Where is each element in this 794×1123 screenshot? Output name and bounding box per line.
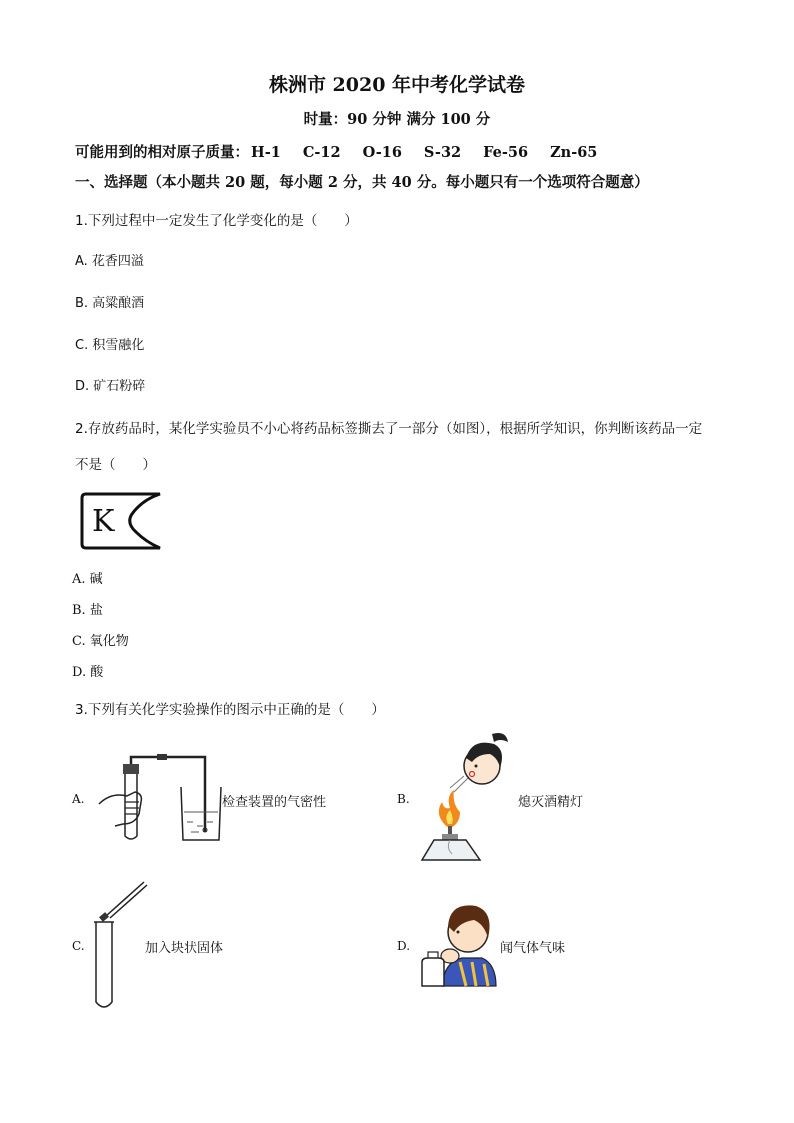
q1-option-c: C. 积雪融化 — [75, 338, 145, 353]
atomic-mass-line — [75, 141, 619, 162]
q3-option-a-caption: 检查装置的气密性 — [222, 795, 327, 810]
q1-option-a: A. 花香四溢 — [75, 254, 144, 269]
atomic-mass-o: O-16 — [362, 144, 402, 161]
atomic-mass-label: 可能用到的相对原子质量： — [75, 144, 249, 161]
q1-option-b: B. 高粱酿酒 — [75, 296, 145, 311]
time-info: 时量：90 分钟 满分 100 分 — [303, 111, 491, 128]
atomic-mass-s: S-32 — [423, 144, 462, 161]
q2-option-c: C. 氧化物 — [72, 634, 129, 649]
airtightness-check-illustration — [95, 752, 225, 844]
q2-option-b: B. 盐 — [72, 603, 103, 618]
section-title: 一、选择题（本小题共 20 题，每小题 2 分，共 40 分。每小题只有一个选项符合题意） — [75, 174, 649, 191]
atomic-mass-fe: Fe-56 — [483, 144, 529, 161]
q3-option-d-letter: D. — [397, 939, 411, 953]
torn-label-figure — [78, 490, 164, 552]
q3-option-b-caption: 熄灭酒精灯 — [518, 795, 584, 810]
alcohol-lamp-illustration — [420, 728, 515, 868]
q2-option-d: D. 酸 — [72, 665, 104, 680]
smell-gas-illustration — [420, 898, 498, 990]
q2-stem-line1: 2.存放药品时，某化学实验员不小心将药品标签撕去了一部分（如图），根据所学知识，你判断该药品一定 — [75, 421, 703, 437]
atomic-mass-c: C-12 — [302, 144, 341, 161]
page-title: 株洲市 2020 年中考化学试卷 — [268, 74, 526, 96]
q3-option-b-letter: B. — [397, 792, 410, 806]
atomic-mass-zn: Zn-65 — [550, 144, 598, 161]
q3-option-a-letter: A. — [72, 792, 85, 806]
q3-stem: 3.下列有关化学实验操作的图示中正确的是（ ） — [75, 702, 385, 718]
test-tube-illustration — [92, 878, 152, 1014]
q1-option-d: D. 矿石粉碎 — [75, 379, 146, 394]
q3-option-d-caption: 闻气体气味 — [500, 941, 566, 956]
q3-option-c-caption: 加入块状固体 — [145, 941, 224, 956]
atomic-mass-h: H-1 — [251, 144, 281, 161]
q2-stem-line2: 不是（ ） — [75, 457, 156, 473]
q2-option-a: A. 碱 — [72, 572, 103, 587]
label-letter: K — [92, 504, 115, 539]
q1-stem: 1.下列过程中一定发生了化学变化的是（ ） — [75, 213, 358, 229]
q3-option-c-letter: C. — [72, 939, 85, 953]
